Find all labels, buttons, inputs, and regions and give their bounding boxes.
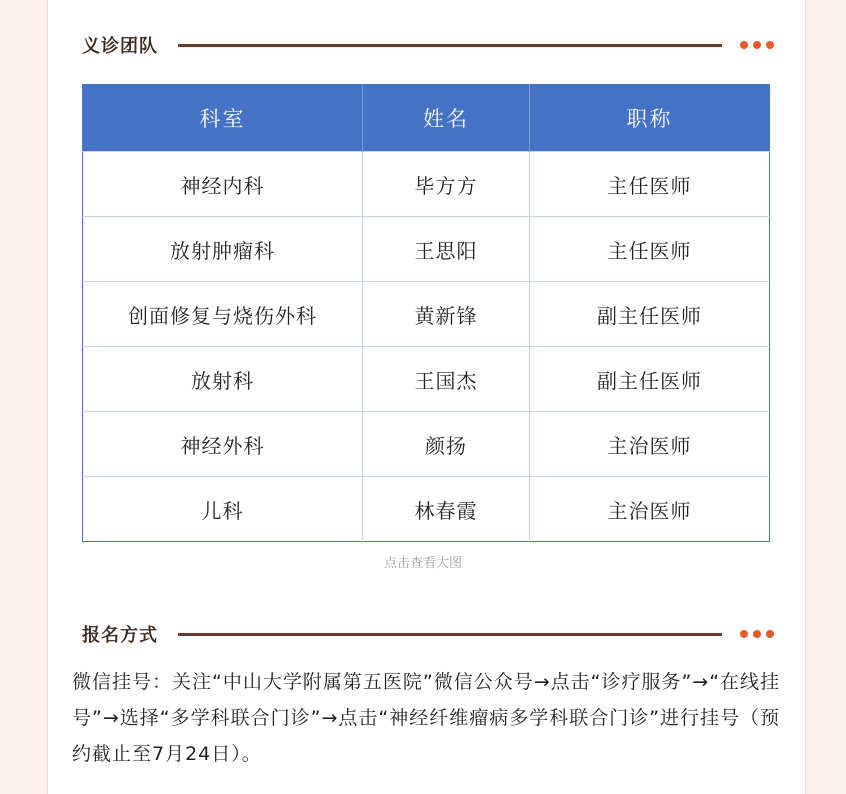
cell-department: 神经外科 [83,412,363,477]
table-row [83,217,770,282]
cell-department: 儿科 [83,477,363,542]
cell-department: 放射科 [83,347,363,412]
table-row [83,282,770,347]
cell-title: 主任医师 [530,152,770,217]
cell-name: 颜扬 [363,412,530,477]
divider-line [178,44,722,47]
cell-title: 副主任医师 [530,347,770,412]
cell-department: 放射肿瘤科 [83,217,363,282]
cell-name: 王思阳 [363,217,530,282]
section-title: 报名方式 [82,625,158,646]
cell-name: 林春霞 [363,477,530,542]
table-row [83,477,770,542]
table-row [83,152,770,217]
header-title: 职称 [530,85,770,152]
section-header-team [82,30,774,60]
divider-line [178,633,722,636]
section-title: 义诊团队 [82,36,158,57]
cell-title: 主治医师 [530,412,770,477]
cell-name: 黄新锋 [363,282,530,347]
cell-name: 毕方方 [363,152,530,217]
table-row [83,347,770,412]
table-header-row [83,85,770,152]
view-large-image-link[interactable]: 点击查看大图 [383,556,462,571]
section-header-register [82,619,774,649]
cell-department: 创面修复与烧伤外科 [83,282,363,347]
registration-text: 微信挂号：关注“中山大学附属第五医院”微信公众号→点击“诊疗服务”→“在线挂号”→选择“多学科联合门诊”→点击“神经纤维瘤病多学科联合门诊”进行挂号（预约截止至7月24日）。 [72,671,781,765]
header-name: 姓名 [363,85,530,152]
cell-department: 神经内科 [83,152,363,217]
cell-title: 主任医师 [530,217,770,282]
team-table[interactable] [82,84,770,542]
cell-title: 副主任医师 [530,282,770,347]
dots-icon [740,630,774,638]
cell-title: 主治医师 [530,477,770,542]
cell-name: 王国杰 [363,347,530,412]
dots-icon [740,41,774,49]
header-department: 科室 [83,85,363,152]
table-row [83,412,770,477]
